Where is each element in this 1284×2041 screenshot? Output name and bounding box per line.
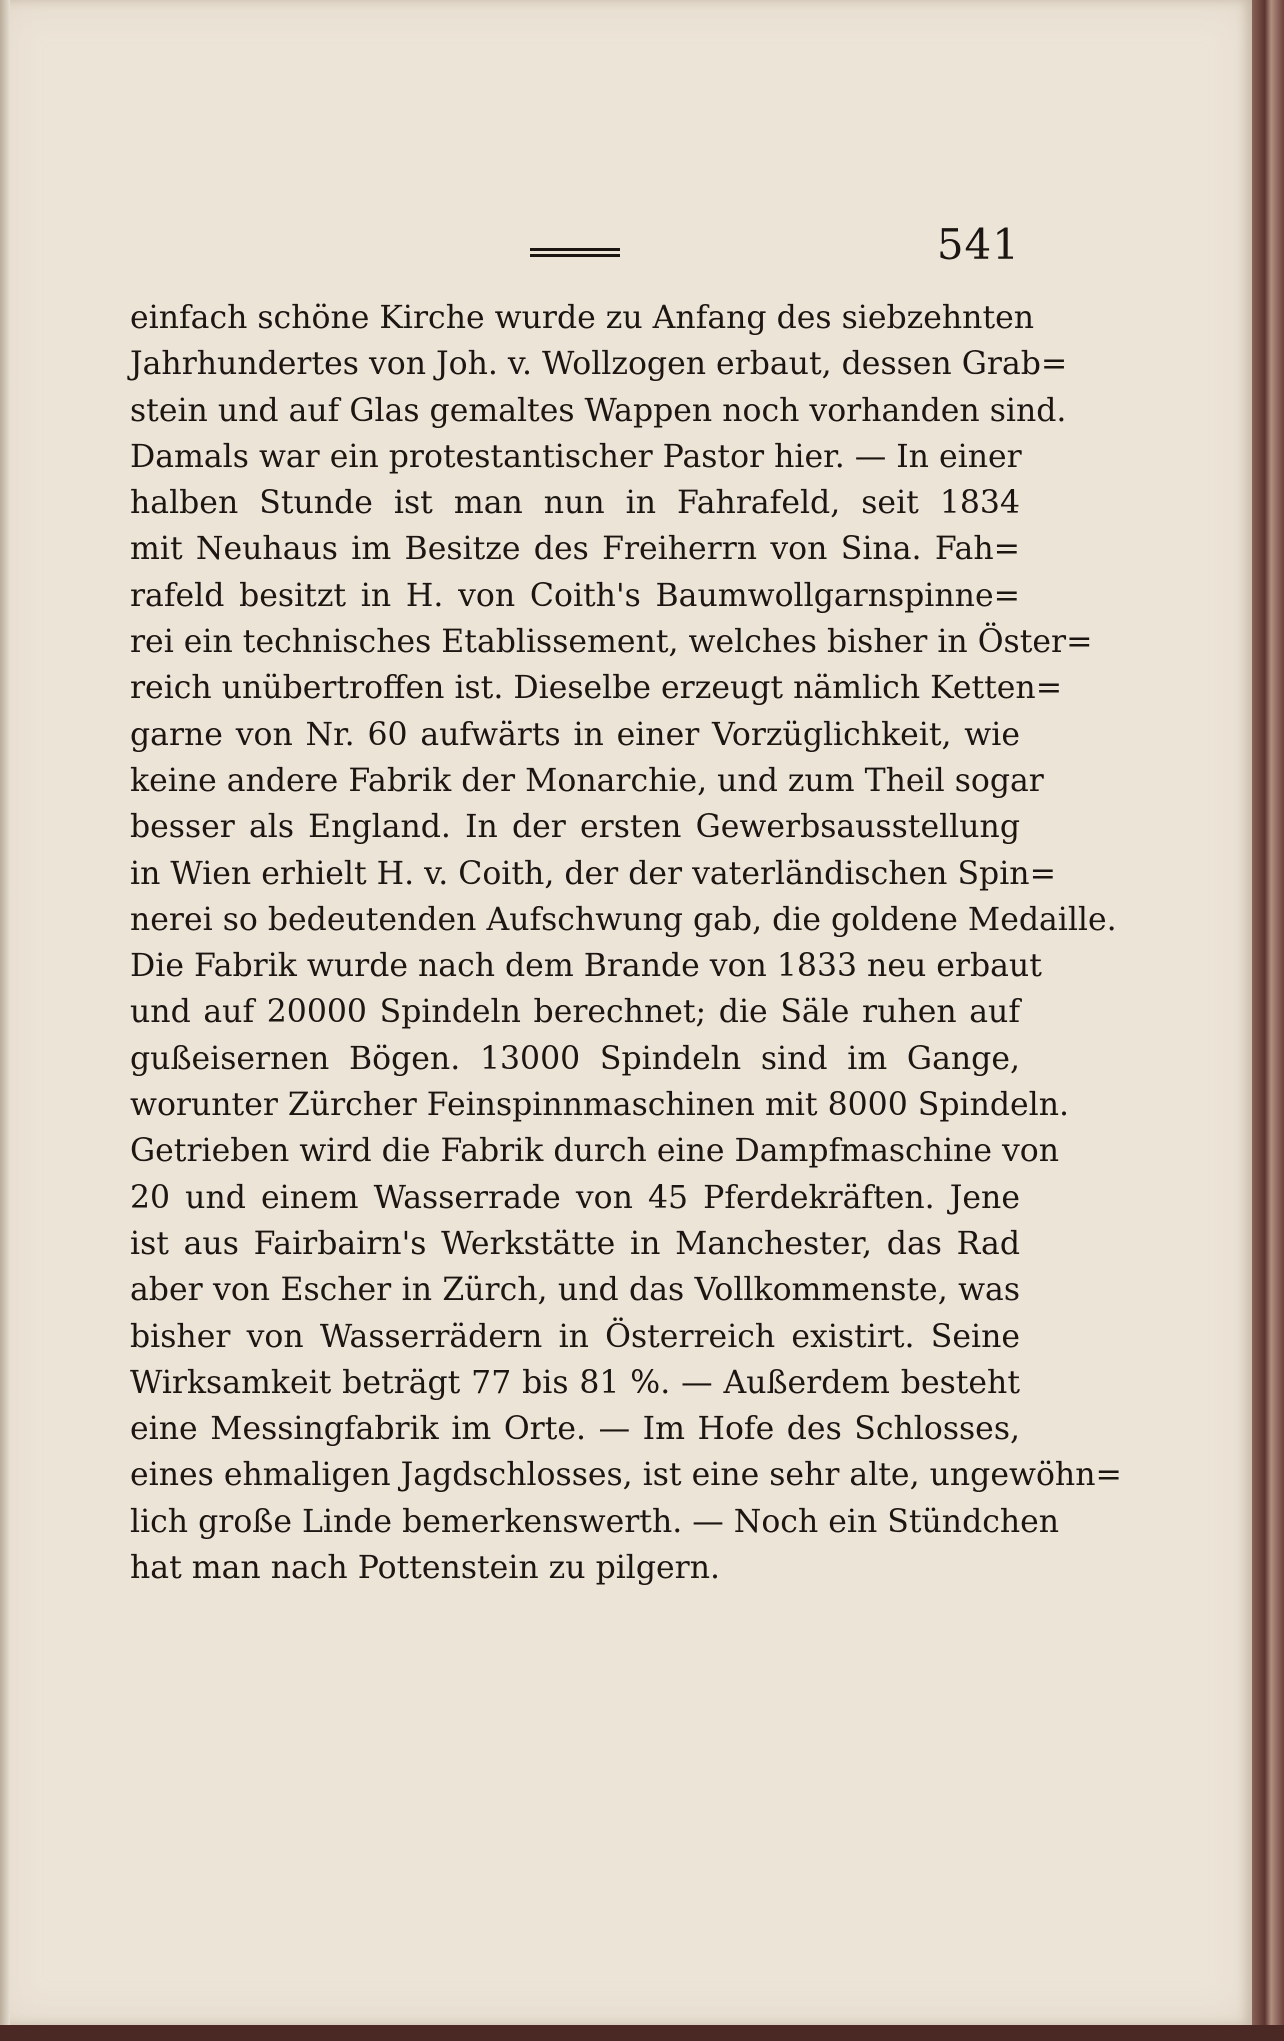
text-line: reich unübertroffen ist. Dieselbe erzeugt nämlich Ketten= [130,670,1063,707]
text-line: eine Messingfabrik im Orte. — Im Hofe des Schlosses, [130,1411,1020,1448]
header-rule [530,248,620,258]
text-line: garne von Nr. 60 aufwärts in einer Vorzüglichkeit, wie [130,716,1020,753]
text-line: rei ein technisches Etablissement, welches bisher in Öster= [130,624,1093,661]
text-line: hat man nach Pottenstein zu pilgern. [130,1550,721,1587]
text-line: besser als England. In der ersten Gewerbsausstellung [130,809,1020,846]
text-line: einfach schöne Kirche wurde zu Anfang des siebzehnten [130,300,1035,336]
text-line: stein und auf Glas gemaltes Wappen noch vorhanden sind. [130,392,1067,429]
text-line: 20 und einem Wasserrade von 45 Pferdekräften. Jene [130,1179,1020,1216]
text-line: eines ehmaligen Jagdschlosses, ist eine sehr alte, ungewöhn= [130,1457,1122,1494]
text-line: aber von Escher in Zürch, und das Vollkommenste, was [130,1272,1020,1309]
text-line: Wirksamkeit beträgt 77 bis 81 %. — Außerdem besteht [130,1364,1020,1401]
text-line: rafeld besitzt in H. von Coith's Baumwollgarnspinne= [130,577,1020,614]
show-through-bleed [110,1580,1010,1730]
text-line: bisher von Wasserrädern in Österreich existirt. Seine [130,1318,1020,1355]
book-bottom-edge [0,2025,1284,2041]
text-line: Damals war ein protestantischer Pastor hier. — In einer [130,438,1022,475]
page-header [130,220,1020,280]
text-line: ist aus Fairbairn's Werkstätte in Manchester, das Rad [130,1225,1020,1262]
text-line: keine andere Fabrik der Monarchie, und zum Theil sogar [130,762,1044,799]
text-line: worunter Zürcher Feinspinnmaschinen mit 8000 Spindeln. [130,1087,1070,1124]
text-line: nerei so bedeutenden Aufschwung gab, die goldene Medaille. [130,901,1117,938]
text-line: und auf 20000 Spindeln berechnet; die Säle ruhen auf [130,994,1020,1031]
body-text [130,295,1122,1591]
text-line: Die Fabrik wurde nach dem Brande von 1833 neu erbaut [130,948,1042,985]
page-number: 541 [936,220,1020,269]
book-edge [1252,0,1284,2041]
text-line: in Wien erhielt H. v. Coith, der der vaterländischen Spin= [130,855,1056,892]
text-line: Jahrhundertes von Joh. v. Wollzogen erbaut, dessen Grab= [130,346,1068,383]
text-line: mit Neuhaus im Besitze des Freiherrn von Sina. Fah= [130,531,1020,568]
page-gutter [0,0,10,2025]
text-line: gußeisernen Bögen. 13000 Spindeln sind im Gange, [130,1040,1020,1077]
text-line: halben Stunde ist man nun in Fahrafeld, seit 1834 [130,485,1020,522]
text-line: Getrieben wird die Fabrik durch eine Dampfmaschine von [130,1133,1060,1170]
text-line: lich große Linde bemerkenswerth. — Noch ein Stündchen [130,1503,1060,1540]
